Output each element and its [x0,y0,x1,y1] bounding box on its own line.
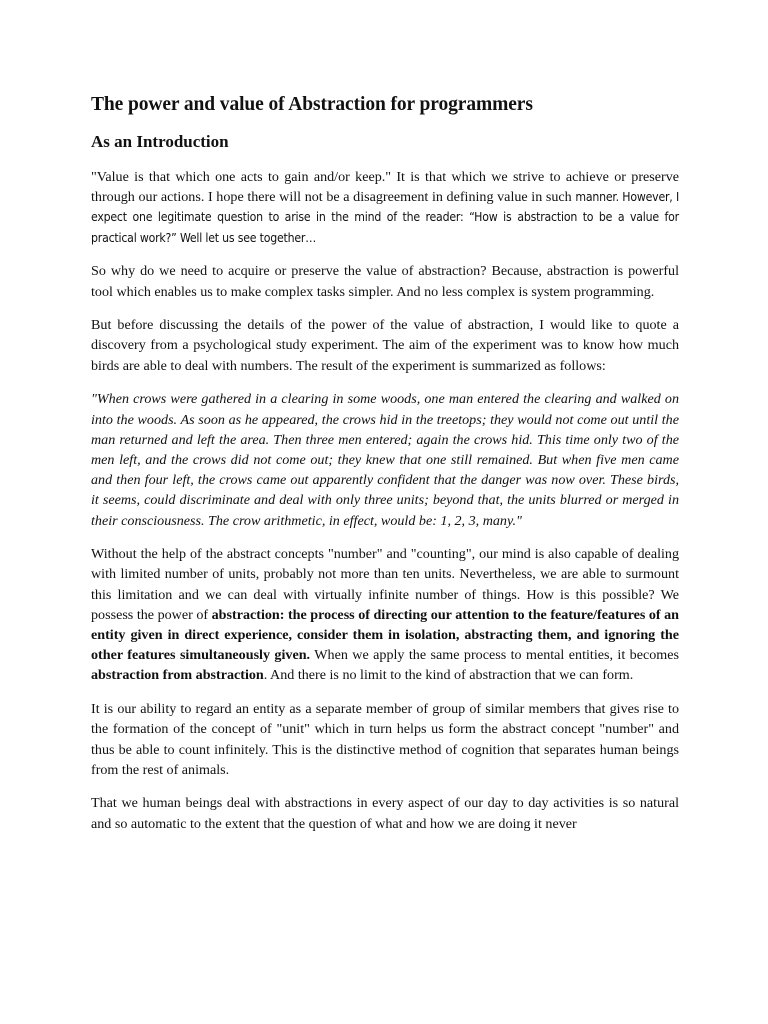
paragraph-text: Without the help of the abstract concepts "number" and "counting", our mind is also capable of dealing with limited number of units, probably not more than ten units. Nevertheless, we are able to surmount this limitation and we can deal with virtually infinite number of things. How is this possible? We possess the power of [91,546,679,623]
paragraph-line: abstraction to be a value for practical work?” Well let us see together… [91,210,679,245]
paragraph-text: . And there is no limit to the kind of abstraction that we can form. [263,667,634,684]
page-title: The power and value of Abstraction for programmers [91,94,533,115]
paragraph-line: manner. However, I expect one legitimate question to arise in the mind of the reader: “How is [91,190,679,225]
document-body [91,93,679,834]
abstraction-definition: abstraction: the process of directing our attention to the feature/features of an entity given in direct experience, consider them in isolation, abstracting them, and ignoring the other features simultaneously given. [91,606,680,664]
paragraph-value-definition [91,167,679,248]
section-heading: As an Introduction [91,132,229,151]
paragraph-experiment-intro: But before discussing the details of the power of the value of abstraction, I would like to quote a discovery from a psychological study experiment. The aim of the experiment was to know how much birds are able to deal with numbers. The result of the experiment is summarized as follows: [91,317,679,374]
paragraph-everyday-abstractions: That we human beings deal with abstractions in every aspect of our day to day activities is so natural and so automatic to the extent that the question of what and how we are doing it never [91,795,679,832]
paragraph-text: When we apply the same process to mental entities, it becomes [310,647,679,664]
crow-experiment-quote: "When crows were gathered in a clearing in some woods, one man entered the clearing and walked on into the woods. As soon as he appeared, the crows hid in the treetops; they would not come out until the man returned and left the area. Then three men entered; again the crows hid. This time only two of the men left, and the crows did not come out; they knew that one still remained. But when five men came and then four left, the crows came out apparently confident that the danger was now over. These birds, it seems, could discriminate and deal with only three units; beyond that, the units blurred or merged in their consciousness. The crow arithmetic, in effect, would be: 1, 2, 3, many." [91,391,679,529]
abstraction-from-abstraction-term: abstraction from abstraction [91,667,264,684]
paragraph-why-abstraction: So why do we need to acquire or preserve the value of abstraction? Because, abstraction is powerful tool which enables us to make complex tasks simpler. And no less complex is system programming. [91,263,679,300]
paragraph-unit-concept: It is our ability to regard an entity as a separate member of group of similar members that gives rise to the formation of the concept of "unit" which in turn helps us form the abstract concept "number" and thus be able to count infinitely. This is the distinctive method of cognition that separates human beings from the rest of animals. [91,701,679,778]
paragraph-line: preserve through our actions. I hope there will not be a disagreement in defining value in such [91,169,679,206]
paragraph-line: "Value is that which one acts to gain and/or keep." It is that which we strive to achieve or [91,169,626,185]
paragraph-power-of-abstraction [91,544,679,685]
